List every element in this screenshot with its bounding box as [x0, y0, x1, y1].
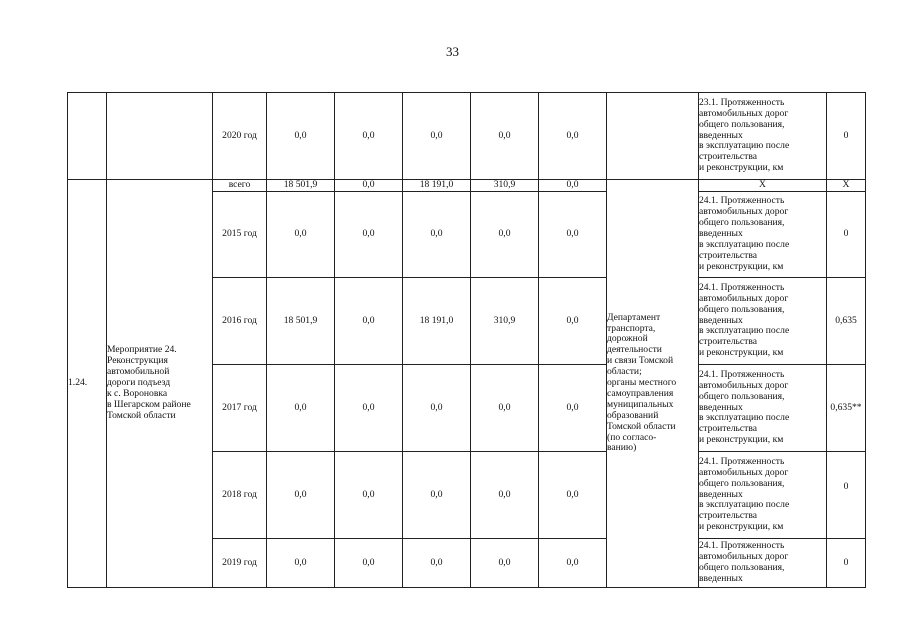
indicator-value-cell: 0	[827, 452, 866, 539]
indicator-cell: 24.1. Протяженность автомобильных дорог общего пользования, введенных в эксплуатацию после строительства и реконструкции, км	[699, 365, 827, 452]
executor-cell	[607, 93, 699, 180]
value-cell: 18 191,0	[403, 180, 471, 192]
value-cell: 0,0	[539, 180, 607, 192]
value-cell: 0,0	[335, 192, 403, 278]
value-cell: 0,0	[335, 180, 403, 192]
value-cell: 0,0	[539, 93, 607, 180]
indicator-value-cell: 0,635**	[827, 365, 866, 452]
value-cell: 0,0	[539, 452, 607, 539]
value-cell: 0,0	[471, 452, 539, 539]
value-cell: 0,0	[335, 278, 403, 365]
value-cell: 18 501,9	[267, 278, 335, 365]
value-cell: 0,0	[335, 452, 403, 539]
value-cell: 0,0	[403, 365, 471, 452]
indicator-value-cell: 0,635	[827, 278, 866, 365]
year-cell: 2017 год	[213, 365, 267, 452]
value-cell: 0,0	[267, 93, 335, 180]
value-cell: 0,0	[539, 539, 607, 588]
year-cell: 2016 год	[213, 278, 267, 365]
value-cell: 310,9	[471, 278, 539, 365]
year-cell: 2018 год	[213, 452, 267, 539]
number-cell	[68, 93, 107, 180]
value-cell: 0,0	[267, 539, 335, 588]
indicator-cell: 23.1. Протяженность автомобильных дорог общего пользования, введенных в эксплуатацию после строительства и реконструкции, км	[699, 93, 827, 180]
program-table	[67, 92, 866, 588]
executor-cell: Департамент транспорта, дорожной деятельности и связи Томской области; органы местного самоуправления муниципальных образований Томской области (по согласо- ванию)	[607, 180, 699, 588]
value-cell: 310,9	[471, 180, 539, 192]
value-cell: 0,0	[403, 192, 471, 278]
year-cell: 2019 год	[213, 539, 267, 588]
indicator-value-cell: 0	[827, 93, 866, 180]
value-cell: 0,0	[471, 93, 539, 180]
indicator-cell: 24.1. Протяженность автомобильных дорог общего пользования, введенных	[699, 539, 827, 588]
value-cell: 0,0	[267, 192, 335, 278]
table-row	[68, 180, 866, 192]
indicator-cell: 24.1. Протяженность автомобильных дорог общего пользования, введенных в эксплуатацию после строительства и реконструкции, км	[699, 192, 827, 278]
value-cell: 18 191,0	[403, 278, 471, 365]
value-cell: 0,0	[403, 539, 471, 588]
value-cell: 0,0	[471, 365, 539, 452]
measure-number: 1.24.	[68, 180, 107, 588]
value-cell: 18 501,9	[267, 180, 335, 192]
year-cell: 2015 год	[213, 192, 267, 278]
indicator-cell: 24.1. Протяженность автомобильных дорог общего пользования, введенных в эксплуатацию после строительства и реконструкции, км	[699, 278, 827, 365]
value-cell: 0,0	[471, 539, 539, 588]
value-cell: 0,0	[267, 452, 335, 539]
indicator-cell: X	[699, 180, 827, 192]
measure-title: Мероприятие 24. Реконструкция автомобильной дороги подъезд к с. Вороновка в Шегарском районе Томской области	[107, 180, 213, 588]
value-cell: 0,0	[335, 93, 403, 180]
page-number: 33	[446, 44, 459, 59]
value-cell: 0,0	[471, 192, 539, 278]
year-cell: всего	[213, 180, 267, 192]
table-row	[68, 93, 866, 180]
title-cell	[107, 93, 213, 180]
value-cell: 0,0	[539, 192, 607, 278]
value-cell: 0,0	[403, 452, 471, 539]
indicator-cell: 24.1. Протяженность автомобильных дорог общего пользования, введенных в эксплуатацию после строительства и реконструкции, км	[699, 452, 827, 539]
indicator-value-cell: X	[827, 180, 866, 192]
value-cell: 0,0	[403, 93, 471, 180]
indicator-value-cell: 0	[827, 192, 866, 278]
value-cell: 0,0	[267, 365, 335, 452]
value-cell: 0,0	[335, 365, 403, 452]
year-cell: 2020 год	[213, 93, 267, 180]
indicator-value-cell: 0	[827, 539, 866, 588]
value-cell: 0,0	[539, 365, 607, 452]
value-cell: 0,0	[335, 539, 403, 588]
value-cell: 0,0	[539, 278, 607, 365]
